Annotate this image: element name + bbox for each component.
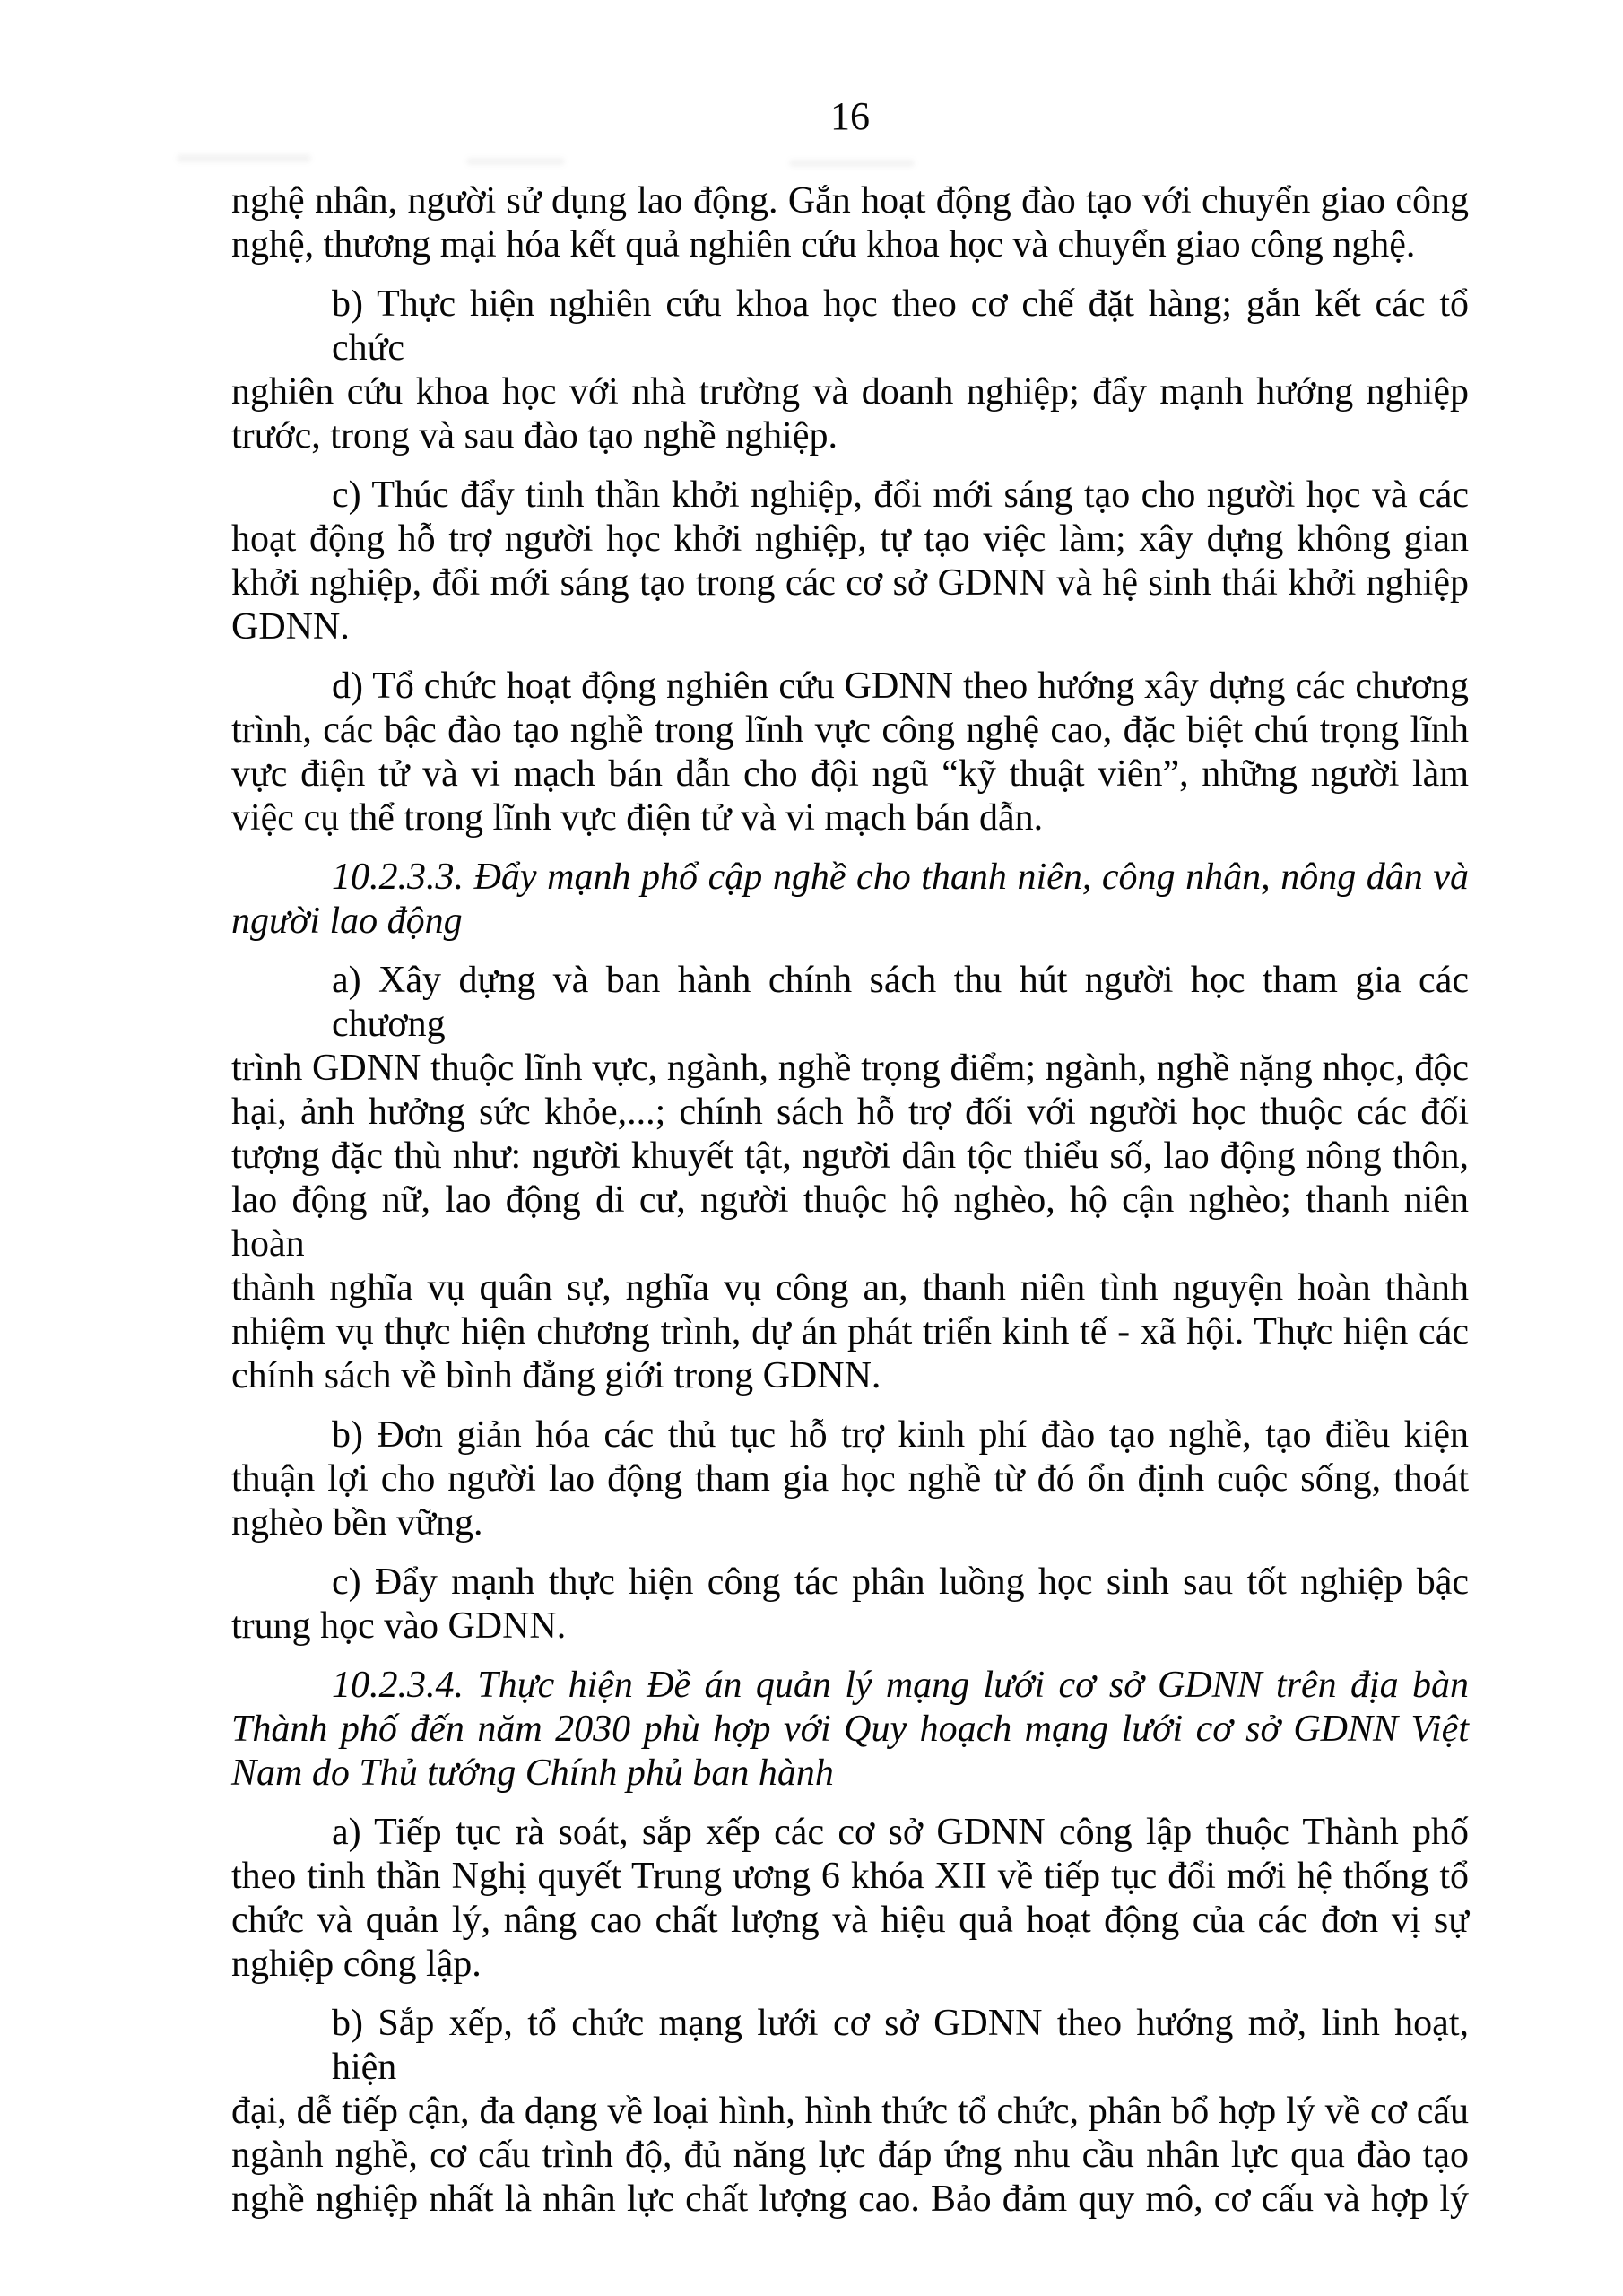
text-line: b) Đơn giản hóa các thủ tục hỗ trợ kinh phí đào tạo nghề, tạo điều kiện	[332, 1414, 1469, 1456]
text-line: hoạt động hỗ trợ người học khởi nghiệp, tự tạo việc làm; xây dựng không gian	[231, 518, 1469, 560]
paragraph-b-simplify	[231, 1413, 1469, 1545]
text-line: theo tinh thần Nghị quyết Trung ương 6 khóa XII về tiếp tục đổi mới hệ thống tổ	[231, 1856, 1469, 1897]
text-line: nghèo bền vững.	[231, 1502, 483, 1544]
text-line: trung học vào GDNN.	[231, 1605, 567, 1647]
heading-line: Nam do Thủ tướng Chính phủ ban hành	[231, 1752, 834, 1794]
text-line: b) Thực hiện nghiên cứu khoa học theo cơ chế đặt hàng; gắn kết các tổ chức	[332, 283, 1469, 369]
text-line: chính sách về bình đẳng giới trong GDNN.	[231, 1355, 881, 1396]
text-line: a) Tiếp tục rà soát, sắp xếp các cơ sở GDNN công lập thuộc Thành phố	[332, 1812, 1469, 1853]
text-line: nghệ, thương mại hóa kết quả nghiên cứu khoa học và chuyển giao công nghệ.	[231, 224, 1416, 265]
paragraph-continuation	[231, 179, 1469, 267]
heading-line: Thành phố đến năm 2030 phù hợp với Quy hoạch mạng lưới cơ sở GDNN Việt	[231, 1709, 1469, 1750]
text-line: tượng đặc thù như: người khuyết tật, người dân tộc thiểu số, lao động nông thôn,	[231, 1135, 1469, 1177]
text-line: GDNN.	[231, 606, 350, 648]
text-line: ngành nghề, cơ cấu trình độ, đủ năng lực đáp ứng nhu cầu nhân lực qua đào tạo	[231, 2135, 1469, 2176]
text-line: trình, các bậc đào tạo nghề trong lĩnh vực công nghệ cao, đặc biệt chú trọng lĩnh	[231, 709, 1469, 751]
text-line: nghệ nhân, người sử dụng lao động. Gắn hoạt động đào tạo với chuyển giao công	[231, 180, 1469, 222]
paragraph-c-startup	[231, 474, 1469, 649]
paragraph-b-research	[231, 283, 1469, 458]
text-line: việc cụ thể trong lĩnh vực điện tử và vi mạch bán dẫn.	[231, 797, 1044, 839]
text-line: nhiệm vụ thực hiện chương trình, dự án phát triển kinh tế - xã hội. Thực hiện các	[231, 1311, 1469, 1352]
heading-line: 10.2.3.4. Thực hiện Đề án quản lý mạng lưới cơ sở GDNN trên địa bàn	[332, 1665, 1469, 1706]
text-line: trước, trong và sau đào tạo nghề nghiệp.	[231, 415, 838, 457]
paragraph-c-streaming	[231, 1561, 1469, 1648]
text-line: hại, ảnh hưởng sức khỏe,...; chính sách hỗ trợ đối với người học thuộc các đối	[231, 1091, 1469, 1133]
heading-line: người lao động	[231, 900, 463, 942]
text-line: đại, dễ tiếp cận, đa dạng về loại hình, hình thức tổ chức, phân bổ hợp lý về cơ cấu	[231, 2091, 1469, 2132]
text-line: chức và quản lý, nâng cao chất lượng và hiệu quả hoạt động của các đơn vị sự	[231, 1900, 1469, 1941]
text-line: d) Tổ chức hoạt động nghiên cứu GDNN theo hướng xây dựng các chương	[332, 665, 1469, 707]
text-line: nghề nghiệp nhất là nhân lực chất lượng cao. Bảo đảm quy mô, cơ cấu và hợp lý	[231, 2179, 1469, 2220]
text-line: b) Sắp xếp, tổ chức mạng lưới cơ sở GDNN theo hướng mở, linh hoạt, hiện	[332, 2003, 1469, 2088]
text-line: lao động nữ, lao động di cư, người thuộc hộ nghèo, hộ cận nghèo; thanh niên hoàn	[231, 1179, 1469, 1265]
text-line: nghiệp công lập.	[231, 1944, 482, 1985]
paragraph-b-network	[231, 2002, 1469, 2222]
section-heading-10-2-3-3	[231, 856, 1469, 944]
text-line: c) Đẩy mạnh thực hiện công tác phân luồng học sinh sau tốt nghiệp bậc	[332, 1561, 1469, 1603]
text-line: nghiên cứu khoa học với nhà trường và doanh nghiệp; đẩy mạnh hướng nghiệp	[231, 371, 1469, 413]
text-line: khởi nghiệp, đổi mới sáng tạo trong các cơ sở GDNN và hệ sinh thái khởi nghiệp	[231, 562, 1469, 604]
text-line: c) Thúc đẩy tinh thần khởi nghiệp, đổi mới sáng tạo cho người học và các	[332, 474, 1469, 516]
text-line: thành nghĩa vụ quân sự, nghĩa vụ công an, thanh niên tình nguyện hoàn thành	[231, 1267, 1469, 1309]
text-line: a) Xây dựng và ban hành chính sách thu hút người học tham gia các chương	[332, 960, 1469, 1045]
text-column	[231, 94, 1469, 2222]
heading-line: 10.2.3.3. Đẩy mạnh phổ cập nghề cho thanh niên, công nhân, nông dân và	[332, 857, 1469, 898]
text-line: trình GDNN thuộc lĩnh vực, ngành, nghề trọng điểm; ngành, nghề nặng nhọc, độc	[231, 1048, 1469, 1089]
section-heading-10-2-3-4	[231, 1664, 1469, 1796]
paragraph-d-gdnn-research	[231, 665, 1469, 840]
paragraph-a-review	[231, 1811, 1469, 1987]
text-line: thuận lợi cho người lao động tham gia học nghề từ đó ổn định cuộc sống, thoát	[231, 1458, 1469, 1500]
paragraph-a-policy	[231, 959, 1469, 1398]
text-line: vực điện tử và vi mạch bán dẫn cho đội ngũ “kỹ thuật viên”, những người làm	[231, 753, 1469, 795]
page-number: 16	[830, 94, 870, 138]
